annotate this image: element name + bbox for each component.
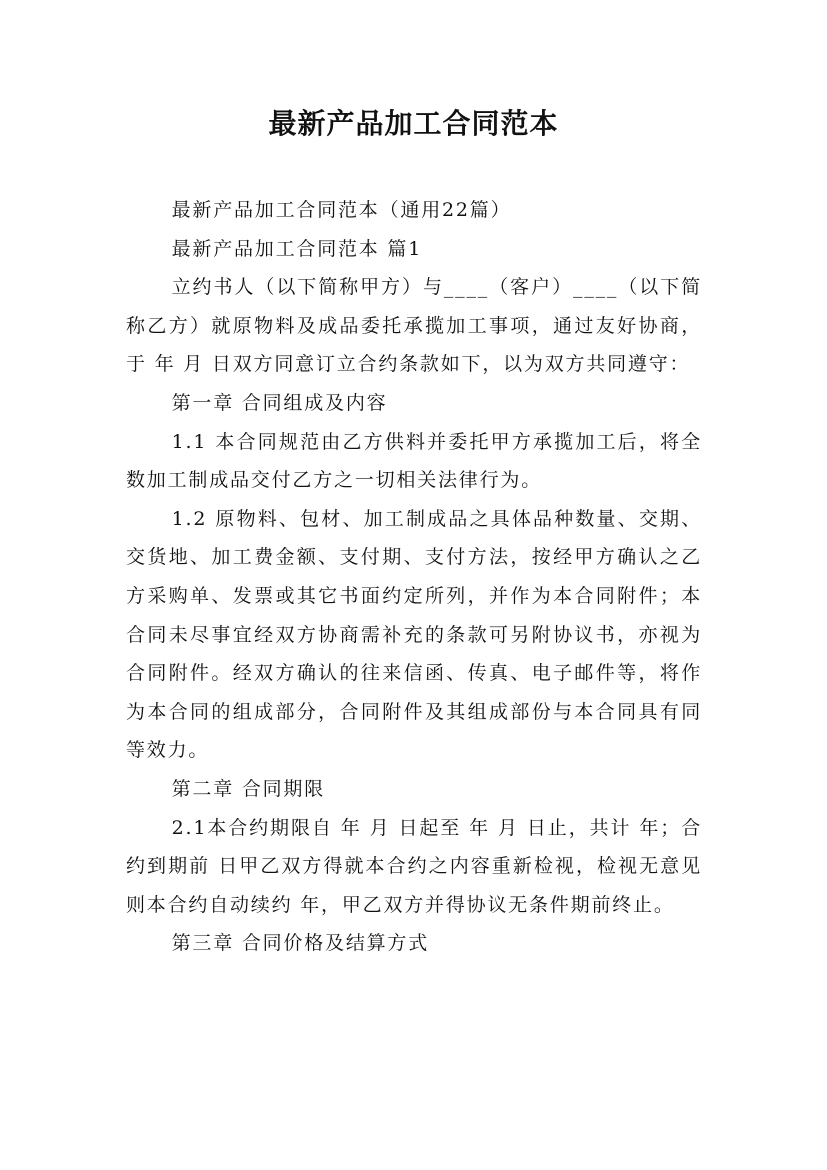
- clause-1-2: 1.2 原物料、包材、加工制成品之具体品种数量、交期、交货地、加工费金额、支付期、支付方法，按经甲方确认之乙方采购单、发票或其它书面约定所列，并作为本合同附件；本合同未尽事宜经双方协商需补充的条款可另附协议书，亦视为合同附件。经双方确认的往来信函、传真、电子邮件等，将作为本合同的组成部分，合同附件及其组成部份与本合同具有同等效力。: [126, 507, 702, 762]
- chapter-1-heading: 第一章 合同组成及内容: [171, 391, 388, 414]
- preamble-paragraph: 立约书人（以下简称甲方）与____（客户）____（以下简称乙方）就原物料及成品委托承揽加工事项，通过友好协商，于 年 月 日双方同意订立合约条款如下，以为双方共同遵守：: [126, 276, 702, 376]
- chapter-2-heading: 第二章 合同期限: [171, 777, 326, 800]
- article-heading: 最新产品加工合同范本 篇1: [171, 237, 423, 260]
- subtitle-paragraph: 最新产品加工合同范本（通用22篇）: [171, 199, 512, 221]
- clause-2-1: 2.1本合约期限自 年 月 日起至 年 月 日止，共计 年；合约到期前 日甲乙双方得就本合约之内容重新检视，检视无意见则本合约自动续约 年，甲乙双方并得协议无条件期前终止。: [126, 816, 702, 916]
- document-body: [126, 191, 702, 963]
- clause-1-1: 1.1 本合同规范由乙方供料并委托甲方承揽加工后，将全数加工制成品交付乙方之一切相关法律行为。: [126, 430, 702, 492]
- chapter-3-heading: 第三章 合同价格及结算方式: [171, 932, 430, 955]
- document-title: 最新产品加工合同范本: [268, 107, 559, 140]
